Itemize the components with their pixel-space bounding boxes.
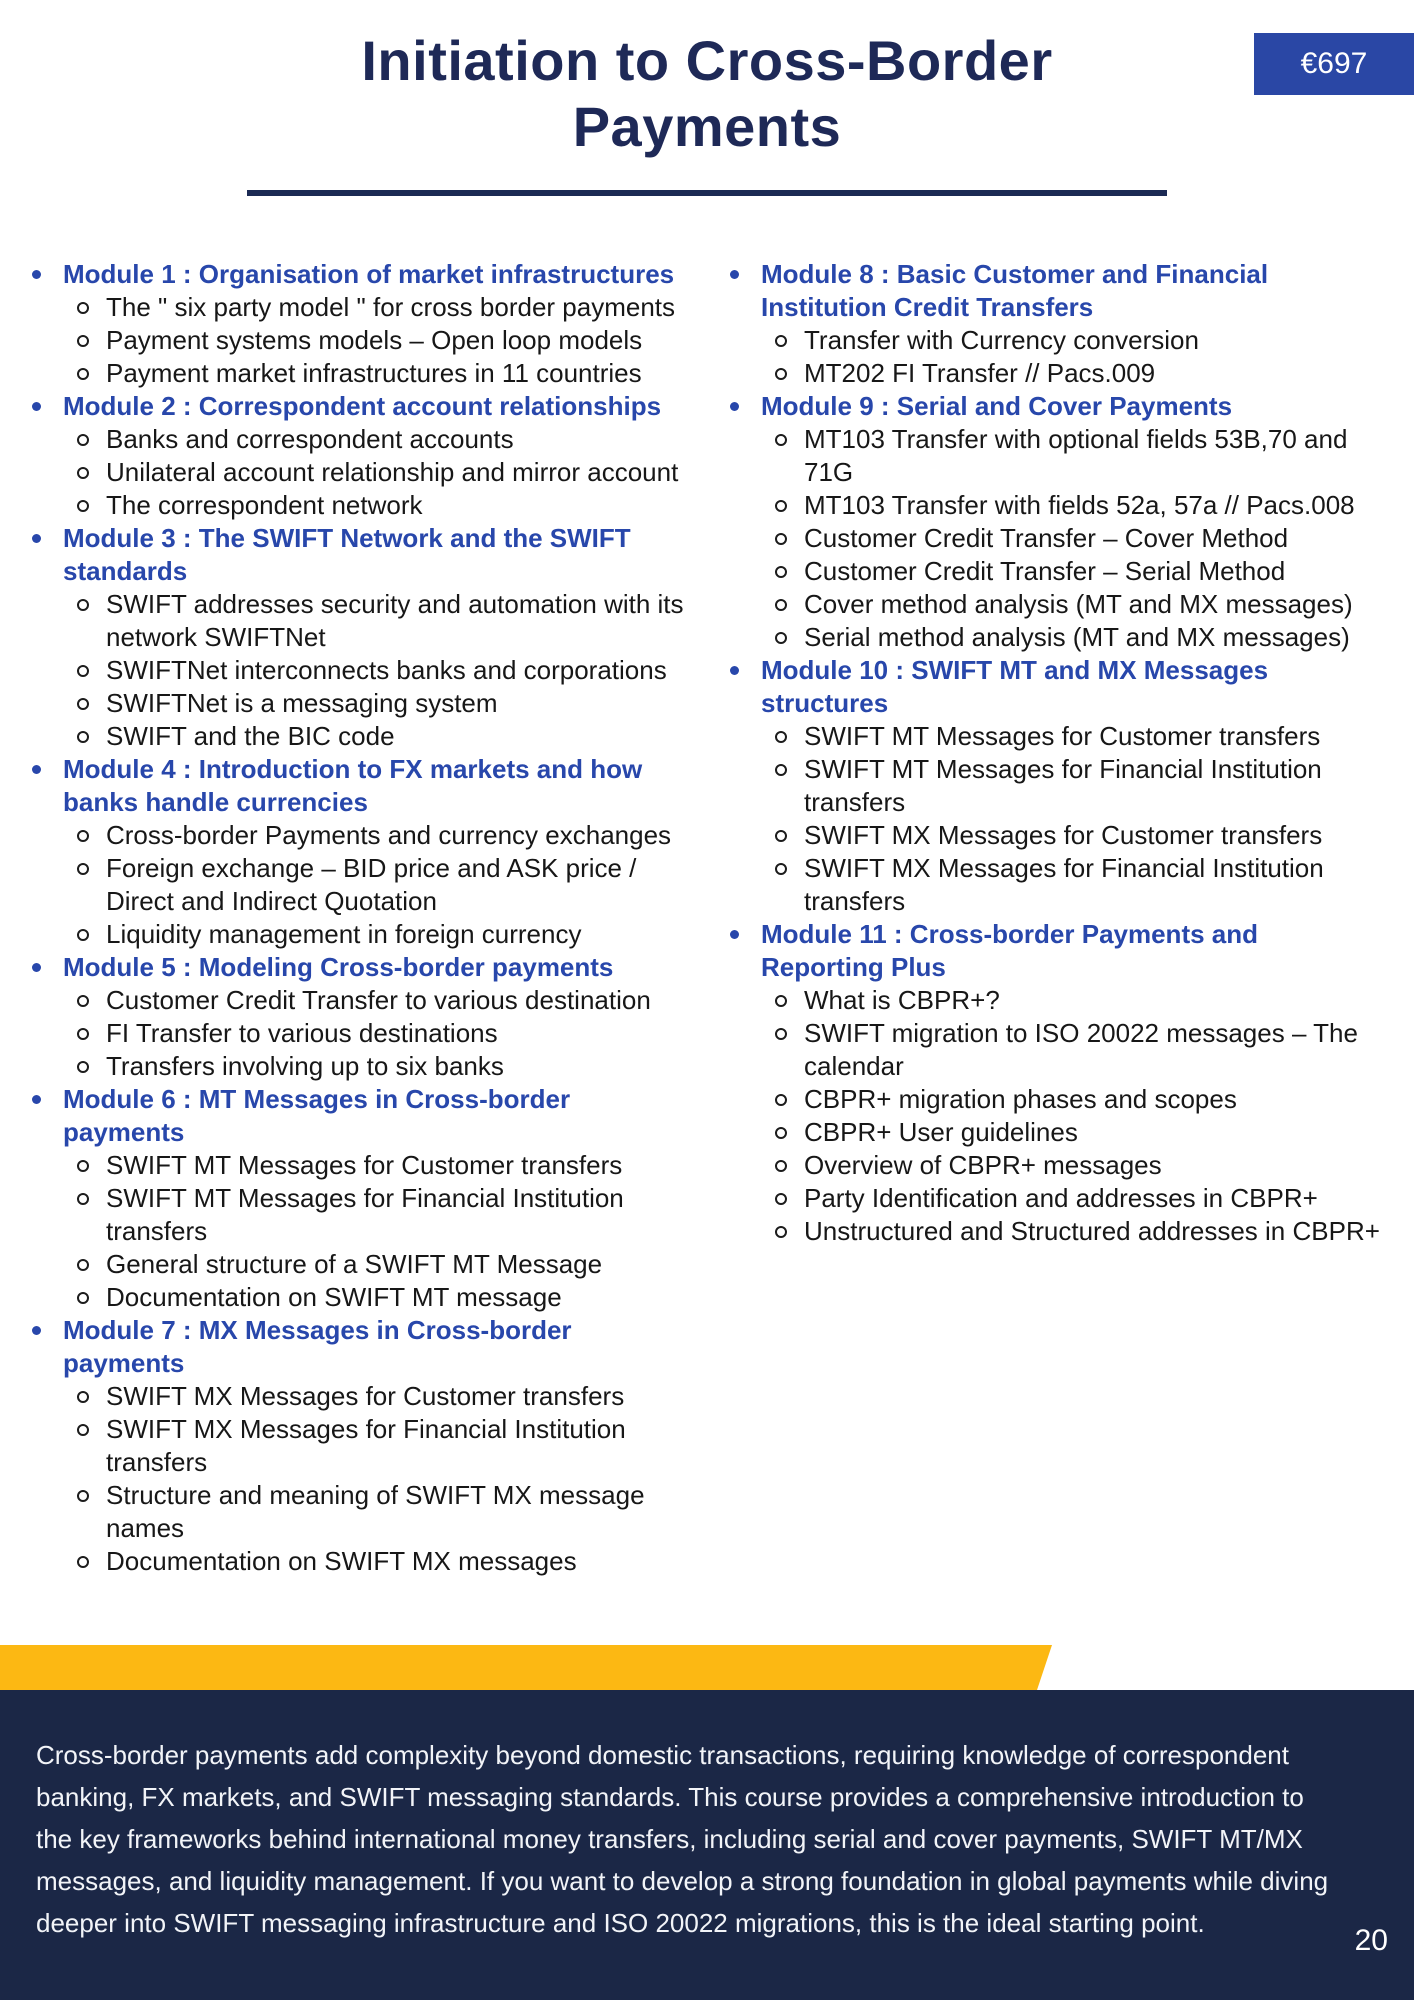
bullet-dot-icon xyxy=(32,963,41,972)
topic-list xyxy=(28,291,688,390)
topic-item: SWIFT MX Messages for Financial Institution transfers xyxy=(726,852,1386,918)
page-number: 20 xyxy=(1354,1924,1388,1957)
module xyxy=(726,918,1386,1248)
topic-item: CBPR+ migration phases and scopes xyxy=(726,1083,1386,1116)
topic-item: Party Identification and addresses in CBPR+ xyxy=(726,1182,1386,1215)
topic-item: SWIFT MX Messages for Customer transfers xyxy=(726,819,1386,852)
module-title: Module 11 : Cross-border Payments and Reporting Plus xyxy=(761,919,1259,982)
module-title: Module 5 : Modeling Cross-border payments xyxy=(63,952,614,982)
module-title: Module 6 : MT Messages in Cross-border payments xyxy=(63,1084,571,1147)
topic-item: CBPR+ User guidelines xyxy=(726,1116,1386,1149)
bullet-dot-icon xyxy=(32,1326,41,1335)
topic-item: The correspondent network xyxy=(28,489,688,522)
topic-item: Payment market infrastructures in 11 countries xyxy=(28,357,688,390)
topic-item: Serial method analysis (MT and MX messages) xyxy=(726,621,1386,654)
topic-item: Documentation on SWIFT MX messages xyxy=(28,1545,688,1578)
module xyxy=(28,390,688,522)
topic-item: Structure and meaning of SWIFT MX message names xyxy=(28,1479,688,1545)
module-title: Module 8 : Basic Customer and Financial Institution Credit Transfers xyxy=(761,259,1269,322)
bullet-dot-icon xyxy=(32,765,41,774)
footer-panel xyxy=(0,1690,1414,2000)
topic-list xyxy=(726,984,1386,1248)
topic-item: Transfer with Currency conversion xyxy=(726,324,1386,357)
module-heading xyxy=(28,390,688,423)
modules-column-left xyxy=(28,258,688,1578)
topic-item: SWIFT MX Messages for Financial Institution transfers xyxy=(28,1413,688,1479)
topic-list xyxy=(28,1149,688,1314)
topic-item: SWIFT MT Messages for Customer transfers xyxy=(726,720,1386,753)
module-heading xyxy=(28,1083,688,1149)
topic-item: Foreign exchange – BID price and ASK price / Direct and Indirect Quotation xyxy=(28,852,688,918)
topic-item: SWIFT MT Messages for Financial Institution transfers xyxy=(28,1182,688,1248)
topic-item: SWIFT MT Messages for Customer transfers xyxy=(28,1149,688,1182)
modules-column-right xyxy=(726,258,1386,1578)
topic-item: MT103 Transfer with fields 52a, 57a // Pacs.008 xyxy=(726,489,1386,522)
topic-item: Documentation on SWIFT MT message xyxy=(28,1281,688,1314)
topic-item: SWIFT MX Messages for Customer transfers xyxy=(28,1380,688,1413)
topic-list xyxy=(726,720,1386,918)
topic-item: Cross-border Payments and currency exchanges xyxy=(28,819,688,852)
bullet-dot-icon xyxy=(730,666,739,675)
price-badge xyxy=(1254,33,1414,95)
topic-item: SWIFT migration to ISO 20022 messages – The calendar xyxy=(726,1017,1386,1083)
topic-item: Cover method analysis (MT and MX messages) xyxy=(726,588,1386,621)
topic-item: What is CBPR+? xyxy=(726,984,1386,1017)
page-title: Initiation to Cross-Border Payments xyxy=(361,29,1053,158)
module-title: Module 1 : Organisation of market infrastructures xyxy=(63,259,675,289)
topic-item: Overview of CBPR+ messages xyxy=(726,1149,1386,1182)
module xyxy=(726,390,1386,654)
topic-item: Unilateral account relationship and mirror account xyxy=(28,456,688,489)
topic-list xyxy=(726,423,1386,654)
module-title: Module 7 : MX Messages in Cross-border payments xyxy=(63,1315,572,1378)
topic-item: SWIFT and the BIC code xyxy=(28,720,688,753)
bullet-dot-icon xyxy=(32,402,41,411)
module xyxy=(726,258,1386,390)
module-heading xyxy=(28,258,688,291)
module-columns xyxy=(0,258,1414,1578)
topic-item: MT103 Transfer with optional fields 53B,70 and 71G xyxy=(726,423,1386,489)
topic-item: Liquidity management in foreign currency xyxy=(28,918,688,951)
topic-list xyxy=(726,324,1386,390)
topic-item: SWIFT addresses security and automation with its network SWIFTNet xyxy=(28,588,688,654)
bullet-dot-icon xyxy=(32,270,41,279)
bullet-dot-icon xyxy=(730,270,739,279)
topic-list xyxy=(28,819,688,951)
topic-item: Customer Credit Transfer – Cover Method xyxy=(726,522,1386,555)
topic-item: FI Transfer to various destinations xyxy=(28,1017,688,1050)
topic-item: SWIFTNet interconnects banks and corporations xyxy=(28,654,688,687)
module xyxy=(28,753,688,951)
topic-item: SWIFT MT Messages for Financial Institution transfers xyxy=(726,753,1386,819)
topic-list xyxy=(28,984,688,1083)
course-description: Cross-border payments add complexity beyond domestic transactions, requiring knowledge of correspondent banking, FX markets, and SWIFT messaging standards. This course provides a comprehensive introduction to the key frameworks behind international money transfers, including serial and cover payments, SWIFT MT/MX messages, and liquidity management. If you want to develop a strong foundation in global payments while diving deeper into SWIFT messaging infrastructure and ISO 20022 migrations, this is the ideal starting point. xyxy=(36,1740,1329,1938)
topic-list xyxy=(28,1380,688,1578)
topic-item: Banks and correspondent accounts xyxy=(28,423,688,456)
module xyxy=(28,951,688,1083)
topic-item: The " six party model " for cross border payments xyxy=(28,291,688,324)
bullet-dot-icon xyxy=(32,1095,41,1104)
module xyxy=(726,654,1386,918)
topic-item: General structure of a SWIFT MT Message xyxy=(28,1248,688,1281)
module-title: Module 10 : SWIFT MT and MX Messages structures xyxy=(761,655,1269,718)
module-heading xyxy=(726,654,1386,720)
bullet-dot-icon xyxy=(730,930,739,939)
bullet-dot-icon xyxy=(730,402,739,411)
yellow-accent-stripe xyxy=(0,1645,1052,1690)
module-title: Module 4 : Introduction to FX markets and how banks handle currencies xyxy=(63,754,643,817)
module-heading xyxy=(726,258,1386,324)
module-heading xyxy=(28,1314,688,1380)
topic-item: Transfers involving up to six banks xyxy=(28,1050,688,1083)
topic-item: Customer Credit Transfer to various destination xyxy=(28,984,688,1017)
module-heading xyxy=(726,918,1386,984)
module xyxy=(28,1314,688,1578)
topic-item: Payment systems models – Open loop models xyxy=(28,324,688,357)
module xyxy=(28,522,688,753)
module-heading xyxy=(28,951,688,984)
module-title: Module 2 : Correspondent account relationships xyxy=(63,391,662,421)
module xyxy=(28,258,688,390)
topic-item: Customer Credit Transfer – Serial Method xyxy=(726,555,1386,588)
module-heading xyxy=(726,390,1386,423)
topic-item: MT202 FI Transfer // Pacs.009 xyxy=(726,357,1386,390)
module xyxy=(28,1083,688,1314)
title-underline xyxy=(247,190,1167,196)
bullet-dot-icon xyxy=(32,534,41,543)
module-heading xyxy=(28,522,688,588)
topic-item: SWIFTNet is a messaging system xyxy=(28,687,688,720)
module-heading xyxy=(28,753,688,819)
topic-item: Unstructured and Structured addresses in CBPR+ xyxy=(726,1215,1386,1248)
price-label: €697 xyxy=(1300,47,1368,80)
module-title: Module 3 : The SWIFT Network and the SWIFT standards xyxy=(63,523,631,586)
topic-list xyxy=(28,423,688,522)
module-title: Module 9 : Serial and Cover Payments xyxy=(761,391,1233,421)
topic-list xyxy=(28,588,688,753)
